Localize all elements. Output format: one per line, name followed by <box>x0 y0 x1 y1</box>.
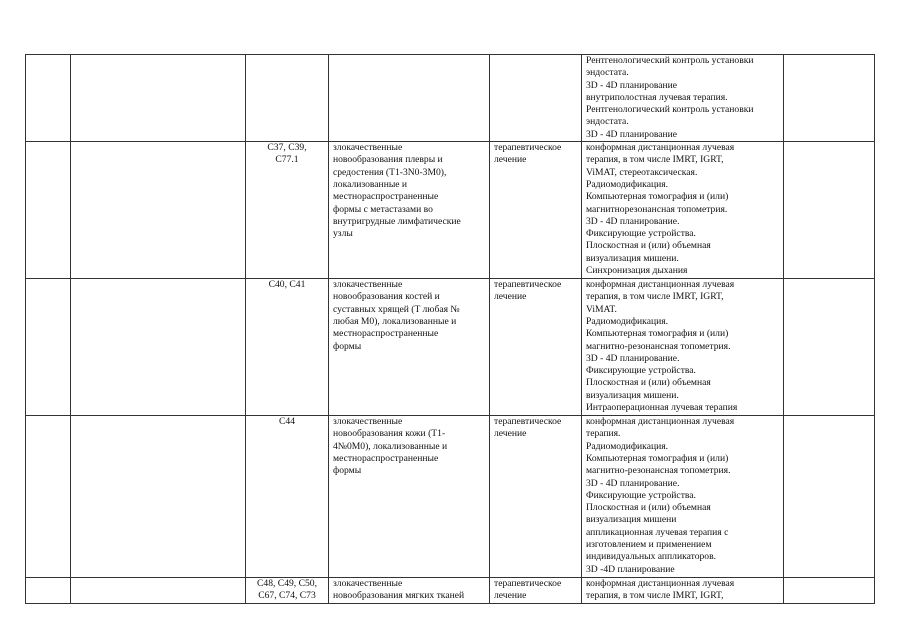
icd-code-cell: C48, C49, C50, C67, C74, C73 <box>246 578 329 604</box>
care-type-cell <box>71 578 246 604</box>
table-row <box>26 142 875 279</box>
table-row <box>26 55 875 142</box>
care-type-cell <box>71 416 246 578</box>
row-number-cell <box>26 578 71 604</box>
row-number-cell <box>26 279 71 416</box>
method-cell: конформная дистанционная лучевая терапия, в том числе IMRT, IGRT, <box>582 578 784 604</box>
icd-code-cell: C37, C39, C77.1 <box>246 142 329 279</box>
diagnosis-cell: злокачественные новообразования кожи (T1- 4№0M0), локализованные и местнораспространенные формы <box>329 416 490 578</box>
care-type-cell <box>71 55 246 142</box>
treatment-type-cell: терапевтическое лечение <box>490 416 582 578</box>
icd-code-cell <box>246 55 329 142</box>
method-cell: конформная дистанционная лучевая терапия, в том числе IMRT, IGRT, ViMAT, стереотаксическая. Радиомодификация. Компьютерная томография и (или) магнитнорезонансная топометрия. 3D - 4D планирование. Фиксирующие устройства. Плоскостная и (или) объемная визуализация мишени. Синхронизация дыхания <box>582 142 784 279</box>
tariff-cell <box>784 416 875 578</box>
table-row <box>26 279 875 416</box>
row-number-cell <box>26 142 71 279</box>
table-row <box>26 416 875 578</box>
method-cell: конформная дистанционная лучевая терапия, в том числе IMRT, IGRT, ViMAT. Радиомодификация. Компьютерная томография и (или) магнитно-резонансная топометрия. 3D - 4D планирование. Фиксирующие устройства. Плоскостная и (или) объемная визуализация мишени. Интраоперационная лучевая терапия <box>582 279 784 416</box>
tariff-cell <box>784 578 875 604</box>
treatment-type-cell <box>490 55 582 142</box>
row-number-cell <box>26 416 71 578</box>
treatment-type-cell: терапевтическое лечение <box>490 578 582 604</box>
method-cell: конформная дистанционная лучевая терапия. Радиомодификация. Компьютерная томография и (или) магнитно-резонансная топометрия. 3D - 4D планирование. Фиксирующие устройства. Плоскостная и (или) объемная визуализация мишени аппликационная лучевая терапия с изготовлением и применением индивидуальных аппликаторов. 3D -4D планирование <box>582 416 784 578</box>
diagnosis-cell <box>329 55 490 142</box>
diagnosis-cell: злокачественные новообразования мягких тканей <box>329 578 490 604</box>
tariff-cell <box>784 55 875 142</box>
icd-code-cell: C40, C41 <box>246 279 329 416</box>
method-cell: Рентгенологический контроль установки эндостата. 3D - 4D планирование внутриполостная лучевая терапия. Рентгенологический контроль установки эндостата. 3D - 4D планирование <box>582 55 784 142</box>
tariff-cell <box>784 279 875 416</box>
treatment-table <box>25 54 875 604</box>
diagnosis-cell: злокачественные новообразования плевры и средостения (T1-3N0-3M0), локализованные и местнораспространенные формы с метастазами во внутригрудные лимфатические узлы <box>329 142 490 279</box>
treatment-type-cell: терапевтическое лечение <box>490 279 582 416</box>
icd-code-cell: C44 <box>246 416 329 578</box>
treatment-type-cell: терапевтическое лечение <box>490 142 582 279</box>
care-type-cell <box>71 142 246 279</box>
row-number-cell <box>26 55 71 142</box>
diagnosis-cell: злокачественные новообразования костей и суставных хрящей (T любая № любая M0), локализованные и местнораспространенные формы <box>329 279 490 416</box>
tariff-cell <box>784 142 875 279</box>
table-row <box>26 578 875 604</box>
care-type-cell <box>71 279 246 416</box>
